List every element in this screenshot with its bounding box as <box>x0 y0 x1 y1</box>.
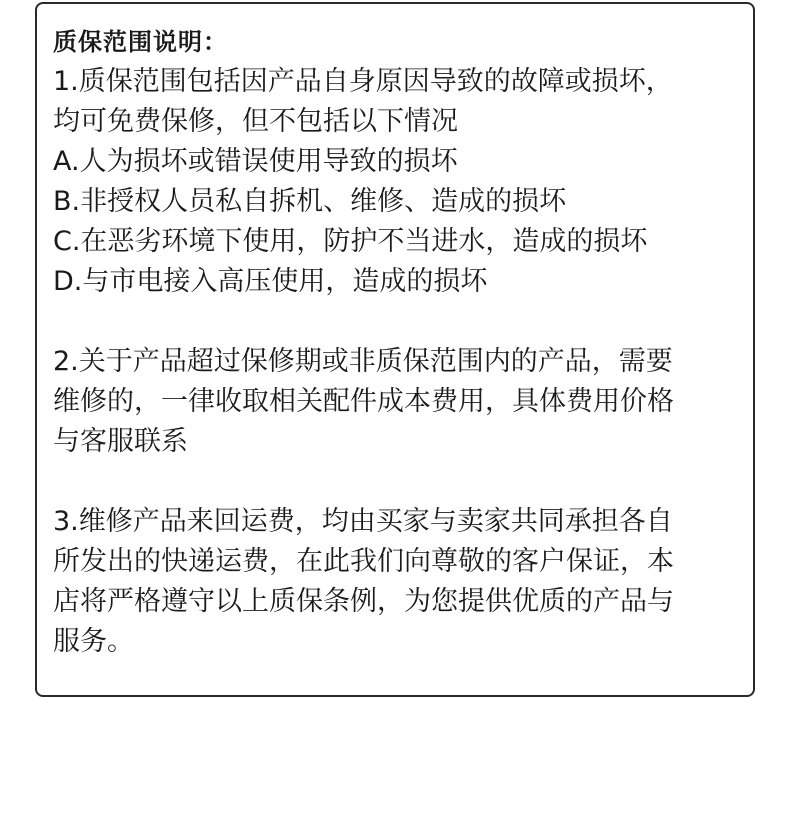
exclusion-item-d: D.与市电接入高压使用，造成的损坏 <box>53 266 488 297</box>
warranty-description-box <box>35 2 755 697</box>
exclusion-item-b: B.非授权人员私自拆机、维修、造成的损坏 <box>53 186 567 217</box>
section-3-line: 店将严格遵守以上质保条例，为您提供优质的产品与 <box>53 586 674 617</box>
section-2-line: 2.关于产品超过保修期或非质保范围内的产品，需要 <box>53 346 673 377</box>
warranty-section-1 <box>53 62 739 302</box>
exclusion-item-a: A.人为损坏或错误使用导致的损坏 <box>53 146 458 177</box>
section-2-line: 维修的，一律收取相关配件成本费用，具体费用价格 <box>53 386 674 417</box>
section-2-line: 与客服联系 <box>53 426 188 457</box>
section-3-line: 3.维修产品来回运费，均由买家与卖家共同承担各自 <box>53 506 673 537</box>
section-spacer <box>53 302 739 342</box>
section-spacer <box>53 462 739 502</box>
exclusion-item-c: C.在恶劣环境下使用，防护不当进水，造成的损坏 <box>53 226 648 257</box>
warranty-section-3 <box>53 502 739 662</box>
section-1-line: 均可免费保修，但不包括以下情况 <box>53 106 458 137</box>
warranty-title: 质保范围说明： <box>53 28 228 56</box>
section-1-line: 1.质保范围包括因产品自身原因导致的故障或损坏， <box>53 66 673 97</box>
section-3-line: 所发出的快递运费，在此我们向尊敬的客户保证，本 <box>53 546 674 577</box>
section-3-line: 服务。 <box>53 626 134 657</box>
warranty-section-2 <box>53 342 739 462</box>
